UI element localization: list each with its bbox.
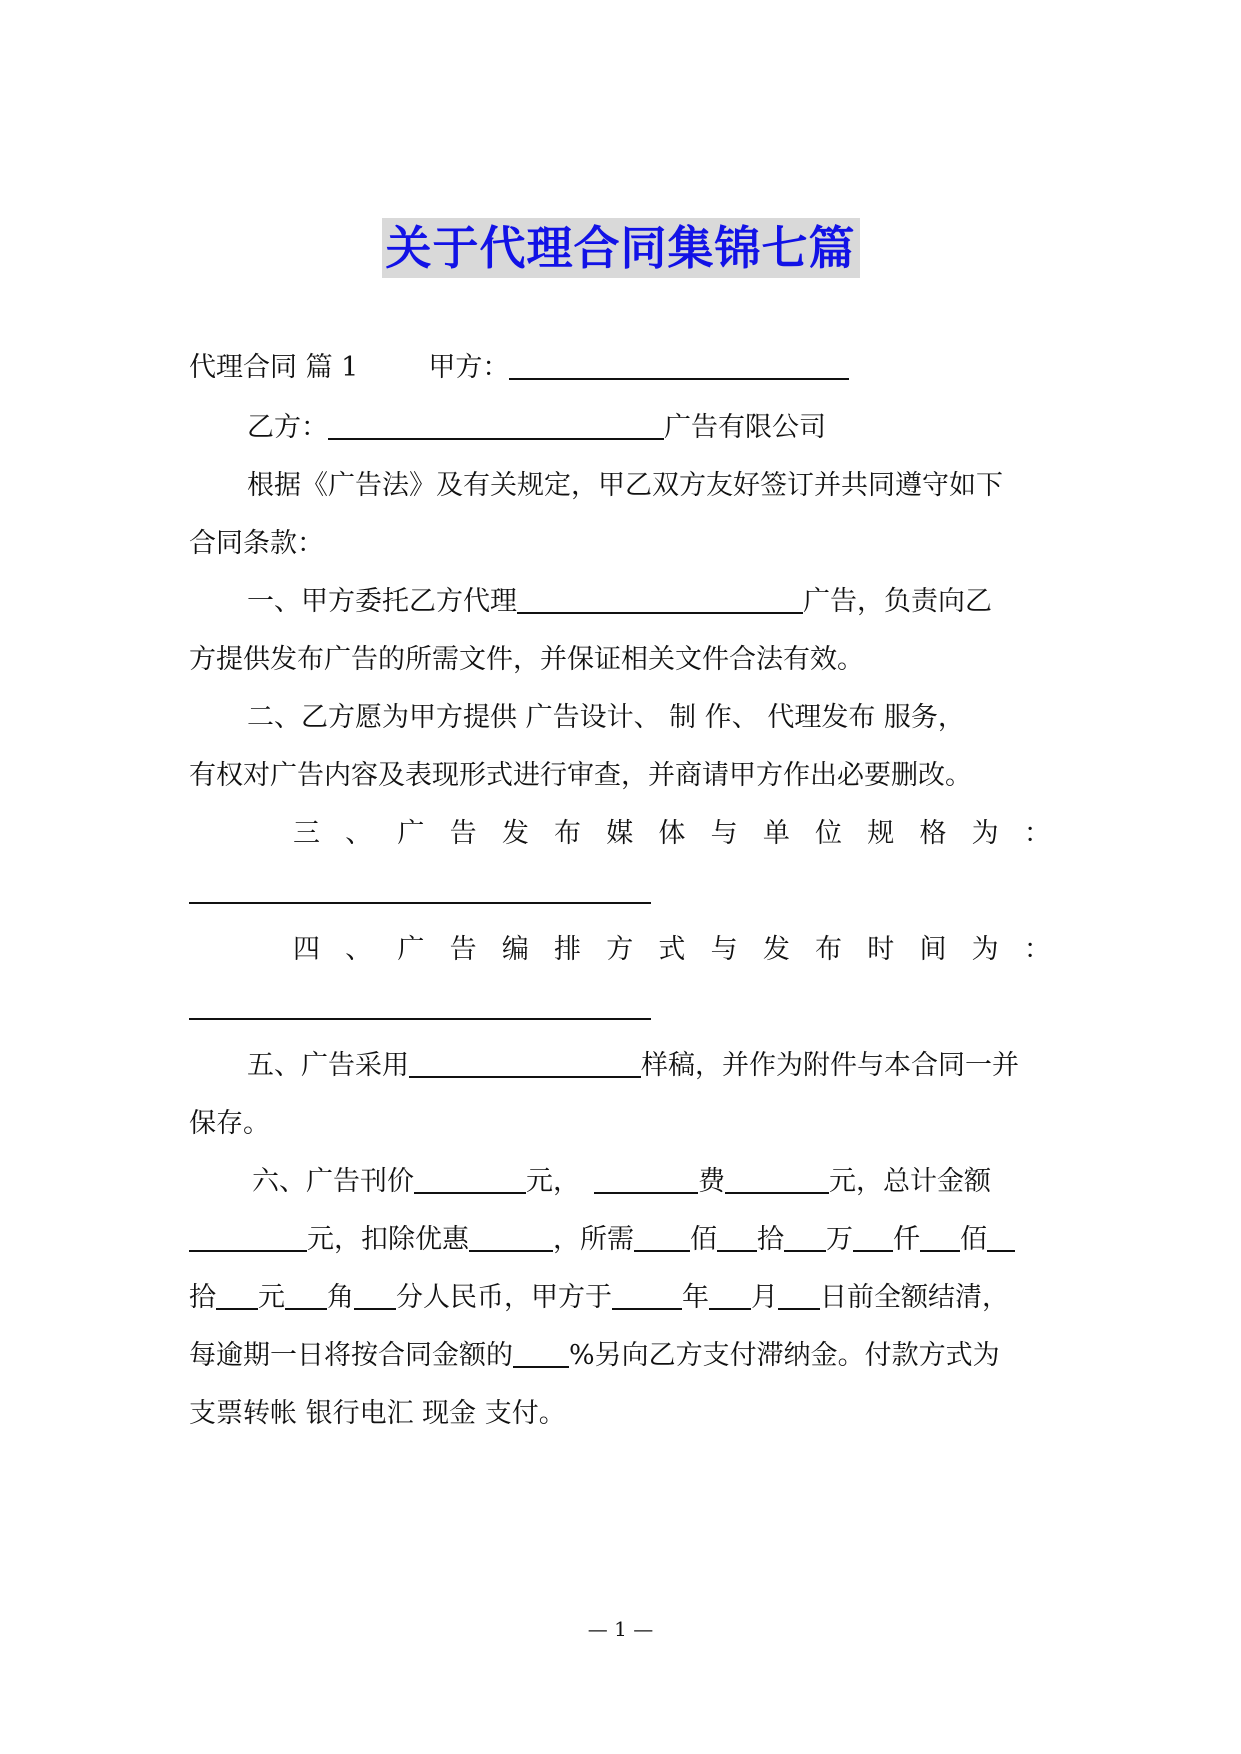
- clause-6-text: 拾: [757, 1224, 784, 1255]
- clause-3-char: 媒: [606, 818, 634, 849]
- document-title: 关于代理合同集锦七篇: [382, 218, 860, 278]
- title-container: [0, 218, 1241, 278]
- fee-type-blank: [594, 1162, 698, 1194]
- amount-blank: [987, 1220, 1015, 1252]
- amount-blank: [853, 1220, 893, 1252]
- clause-3-char: 三: [293, 818, 320, 849]
- clause-5-pre: 五、广告采用: [247, 1050, 409, 1081]
- clause-3-char: 、: [345, 818, 373, 849]
- clause-6-text: 元，: [526, 1166, 580, 1197]
- clause-4-char: 方: [606, 934, 634, 965]
- fee-blank: [725, 1162, 829, 1194]
- discount-blank: [469, 1220, 553, 1252]
- clause-3-char: 单: [762, 818, 790, 849]
- clause-2-line-1: 二、乙方愿为甲方提供 广告设计、 制 作、 代理发布 服务，: [247, 702, 965, 733]
- clause-3-char: 布: [554, 818, 582, 849]
- percent-blank: [513, 1336, 569, 1368]
- clause-4-char: ：: [1023, 934, 1051, 965]
- clause-4-char: 时: [867, 934, 895, 965]
- clause-3-char: 为: [971, 818, 999, 849]
- amount-blank: [784, 1220, 826, 1252]
- clause-3-char: 告: [449, 818, 477, 849]
- clause-6-line-3: [189, 1278, 1051, 1318]
- clause-1-line-1: [247, 582, 1109, 622]
- page-number: — 1 —: [587, 1617, 654, 1641]
- contract-header-line: [189, 348, 1051, 388]
- clause-4-char: 式: [658, 934, 686, 965]
- clause-4-line-1: [293, 930, 1051, 970]
- clause-6-text: 年: [682, 1282, 709, 1313]
- clause-3-char: ：: [1023, 818, 1051, 849]
- clause-4-char: 间: [919, 934, 947, 965]
- clause-6-text: 元，总计金额: [829, 1166, 991, 1197]
- party-b-label: 乙方：: [247, 412, 328, 443]
- total-blank: [189, 1220, 307, 1252]
- year-blank: [612, 1278, 682, 1310]
- clause-1-post: 广告，负责向乙: [803, 586, 992, 617]
- clause-6-text: 元，扣除优惠: [307, 1224, 469, 1255]
- party-b-blank: [328, 408, 664, 440]
- amount-blank: [717, 1220, 757, 1252]
- clause-4-blank: [189, 988, 651, 1020]
- clause-6-text: 费: [698, 1166, 725, 1197]
- clause-5-blank: [409, 1046, 641, 1078]
- clause-6-text: 仟: [893, 1224, 920, 1255]
- clause-6-line-1: [252, 1162, 1114, 1202]
- clause-3-char: 体: [658, 818, 686, 849]
- amount-blank: [634, 1220, 690, 1252]
- day-blank: [778, 1278, 820, 1310]
- preamble-line-1: 根据《广告法》及有关规定，甲乙双方友好签订并共同遵守如下: [247, 470, 1003, 501]
- clause-3-char: 发: [501, 818, 529, 849]
- clause-3-char: 格: [919, 818, 947, 849]
- section-heading: 代理合同 篇 1: [189, 352, 359, 383]
- clause-4-char: 广: [397, 934, 425, 965]
- clause-1-pre: 一、甲方委托乙方代理: [247, 586, 517, 617]
- clause-6-line-2: [189, 1220, 1051, 1260]
- clause-3-char: 广: [397, 818, 425, 849]
- clause-1-blank: [517, 582, 803, 614]
- clause-4-char: 发: [762, 934, 790, 965]
- party-a-label: 甲方：: [428, 352, 510, 383]
- amount-blank: [354, 1278, 396, 1310]
- preamble-line-2: 合同条款：: [189, 528, 324, 559]
- clause-2-line-2: 有权对广告内容及表现形式进行审查，并商请甲方作出必要删改。: [189, 760, 972, 791]
- clause-3-blank: [189, 872, 651, 904]
- clause-3-char: 位: [815, 818, 843, 849]
- clause-6-text: 月: [751, 1282, 778, 1313]
- clause-3-char: 与: [710, 818, 738, 849]
- clause-6-text: 佰: [960, 1224, 987, 1255]
- clause-3-line-2: [189, 872, 1051, 912]
- clause-6-text: %另向乙方支付滞纳金。付款方式为: [569, 1340, 1000, 1371]
- clause-6-text: ，所需: [553, 1224, 634, 1255]
- clause-6-text: 每逾期一日将按合同金额的: [189, 1340, 513, 1371]
- clause-4-char: 排: [554, 934, 582, 965]
- clause-3-char: 规: [867, 818, 895, 849]
- clause-4-char: 四: [293, 934, 320, 965]
- party-b-suffix: 广告有限公司: [664, 412, 826, 443]
- clause-6-text: 拾: [189, 1282, 216, 1313]
- clause-4-char: 布: [815, 934, 843, 965]
- party-a-blank: [509, 348, 849, 380]
- amount-blank: [920, 1220, 960, 1252]
- clause-4-line-2: [189, 988, 1051, 1028]
- price-blank: [414, 1162, 526, 1194]
- clause-1-line-2: 方提供发布广告的所需文件，并保证相关文件合法有效。: [189, 644, 864, 675]
- clause-6-text: 分人民币，甲方于: [396, 1282, 612, 1313]
- clause-3-line-1: [293, 814, 1051, 854]
- party-b-line: [247, 408, 1109, 448]
- clause-4-char: 编: [501, 934, 529, 965]
- clause-6-text: 万: [826, 1224, 853, 1255]
- clause-6-line-4: [189, 1336, 1051, 1376]
- clause-6-text: 角: [327, 1282, 354, 1313]
- clause-4-char: 、: [345, 934, 373, 965]
- clause-6-text: 佰: [690, 1224, 717, 1255]
- clause-6-text: 日前全额结清，: [820, 1282, 1009, 1313]
- clause-6-line-5: 支票转帐 银行电汇 现金 支付。: [189, 1398, 566, 1429]
- clause-5-line-2: 保存。: [189, 1108, 270, 1139]
- month-blank: [709, 1278, 751, 1310]
- clause-6-text: 六、广告刊价: [252, 1166, 414, 1197]
- clause-6-text: 元: [258, 1282, 285, 1313]
- amount-blank: [285, 1278, 327, 1310]
- clause-5-post: 样稿，并作为附件与本合同一并: [641, 1050, 1019, 1081]
- clause-4-char: 与: [710, 934, 738, 965]
- amount-blank: [216, 1278, 258, 1310]
- clause-4-char: 为: [971, 934, 999, 965]
- clause-5-line-1: [247, 1046, 1109, 1086]
- clause-4-char: 告: [449, 934, 477, 965]
